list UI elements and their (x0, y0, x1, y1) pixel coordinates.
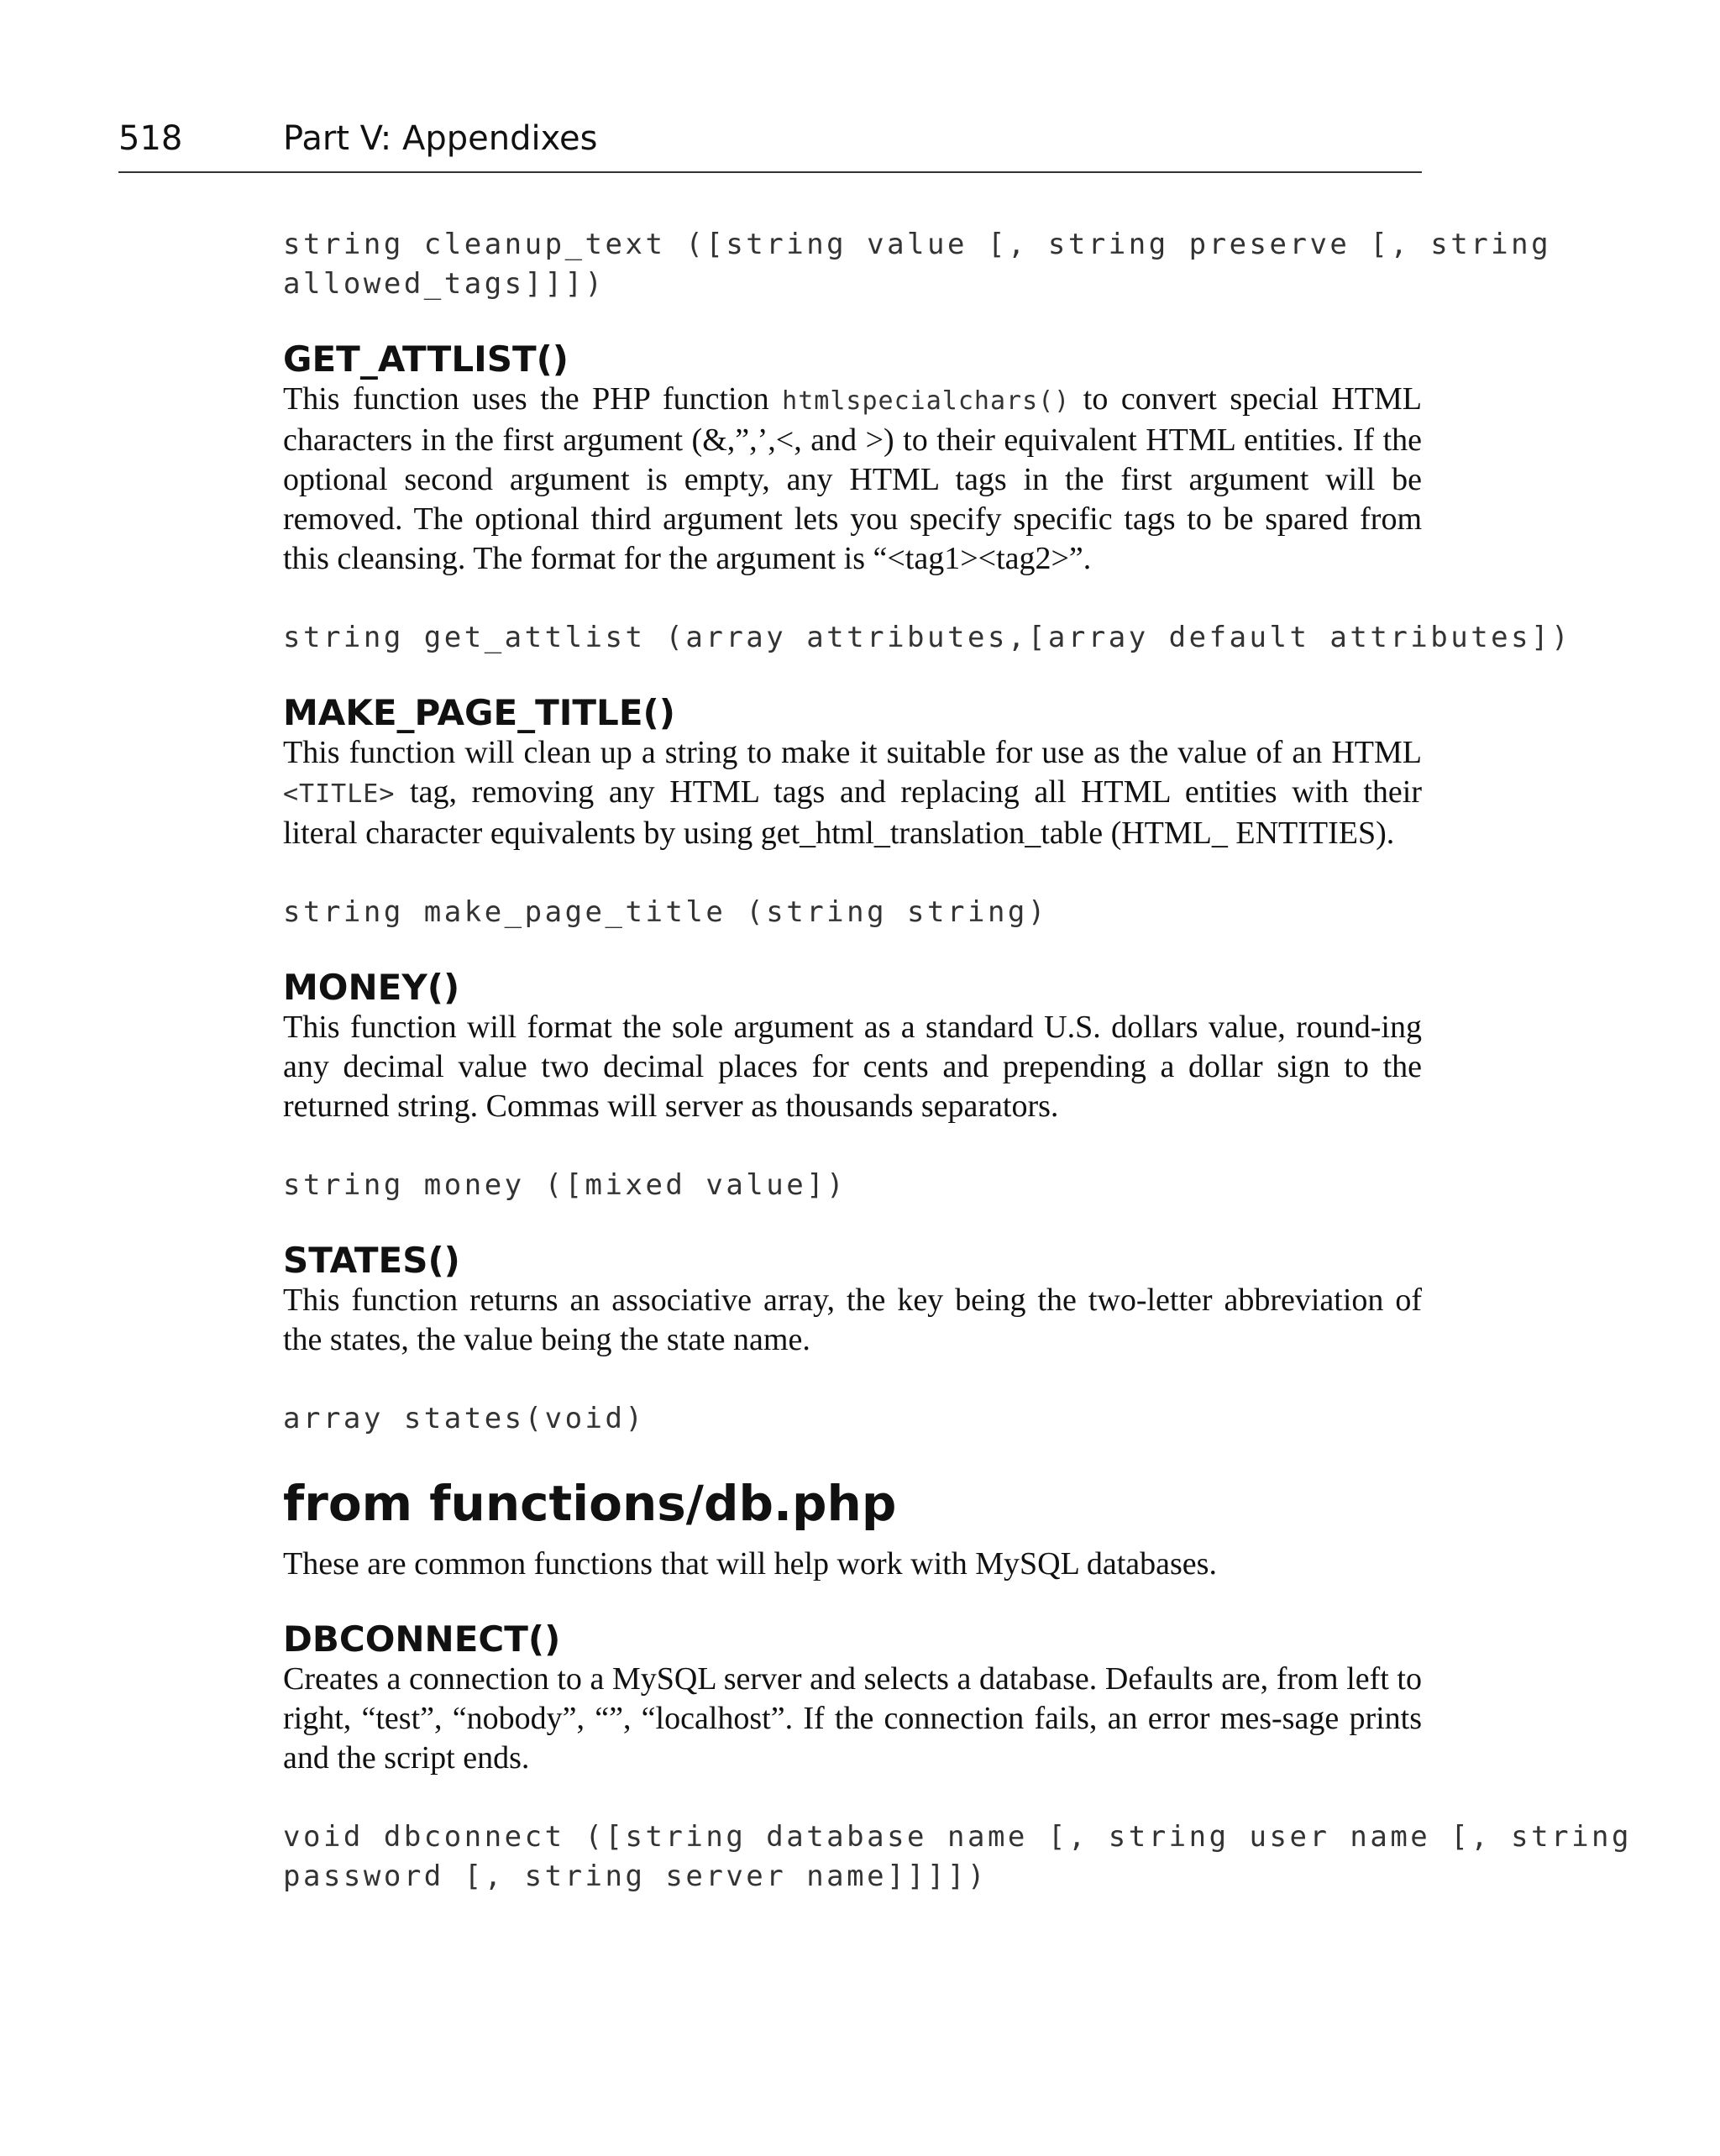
db-section-intro: These are common functions that will help work with MySQL databases. (283, 1546, 1217, 1582)
cleanup-text-signature (283, 225, 1552, 304)
page-number: 518 (118, 119, 183, 158)
code-line: allowed_tags]]]) (283, 267, 606, 301)
make-page-title-heading: MAKE_PAGE_TITLE() (283, 692, 675, 733)
page-header (118, 119, 1422, 173)
states-heading: STATES() (283, 1240, 460, 1281)
page-content (283, 225, 1632, 1896)
dbconnect-heading: DBCONNECT() (283, 1618, 561, 1660)
running-head: Part V: Appendixes (283, 119, 598, 158)
description-text: This function uses the PHP function (283, 381, 783, 417)
get-attlist-heading: GET_ATTLIST() (283, 338, 569, 380)
make-page-title-signature: string make_page_title (string string) (283, 895, 1048, 929)
dbconnect-signature (283, 1818, 1632, 1896)
money-heading: MONEY() (283, 967, 460, 1008)
states-description: This function returns an associative array, the key being the two-letter abbreviation of the states, the value being the state name. (283, 1283, 1422, 1357)
money-description: This function will format the sole argument as a standard U.S. dollars value, round-ing any decimal value two decimal places for cents and prepending a dollar sign to the returned string. Commas will server as thousands separators. (283, 1010, 1422, 1124)
get-attlist-description (283, 380, 1422, 579)
money-signature: string money ([mixed value]) (283, 1168, 847, 1202)
code-line: string cleanup_text ([string value [, string preserve [, string (283, 228, 1552, 261)
db-section-heading: from functions/db.php (283, 1475, 897, 1532)
states-signature: array states(void) (283, 1402, 646, 1435)
description-text: This function will clean up a string to make it suitable for use as the value of an HTML (283, 735, 1422, 770)
code-line: password [, string server name]]]]) (283, 1860, 988, 1893)
get-attlist-signature: string get_attlist (array attributes,[array default attributes]) (283, 621, 1572, 654)
inline-code: htmlspecialchars() (782, 386, 1071, 416)
description-text: to convert special HTML characters in the first argument (&,”,’,<, and >) to their equivalent HTML entities. If the optional second argument is empty, any HTML tags in the first argument will be removed. The optional third argument lets you specify specific tags to be spared from this cleansing. The format for the argument is “<tag1><tag2>”. (283, 381, 1422, 576)
code-line: void dbconnect ([string database name [, string user name [, string (283, 1820, 1632, 1854)
dbconnect-description: Creates a connection to a MySQL server and selects a database. Defaults are, from left to right, “test”, “nobody”, “”, “localhost”. If the connection fails, an error mes-sage prints and the script ends. (283, 1661, 1422, 1776)
make-page-title-description (283, 733, 1422, 853)
inline-code: <TITLE> (283, 779, 396, 809)
description-text: tag, removing any HTML tags and replacing all HTML entities with their literal character equivalents by using get_html_translation_table (HTML_ ENTITIES). (283, 774, 1422, 851)
